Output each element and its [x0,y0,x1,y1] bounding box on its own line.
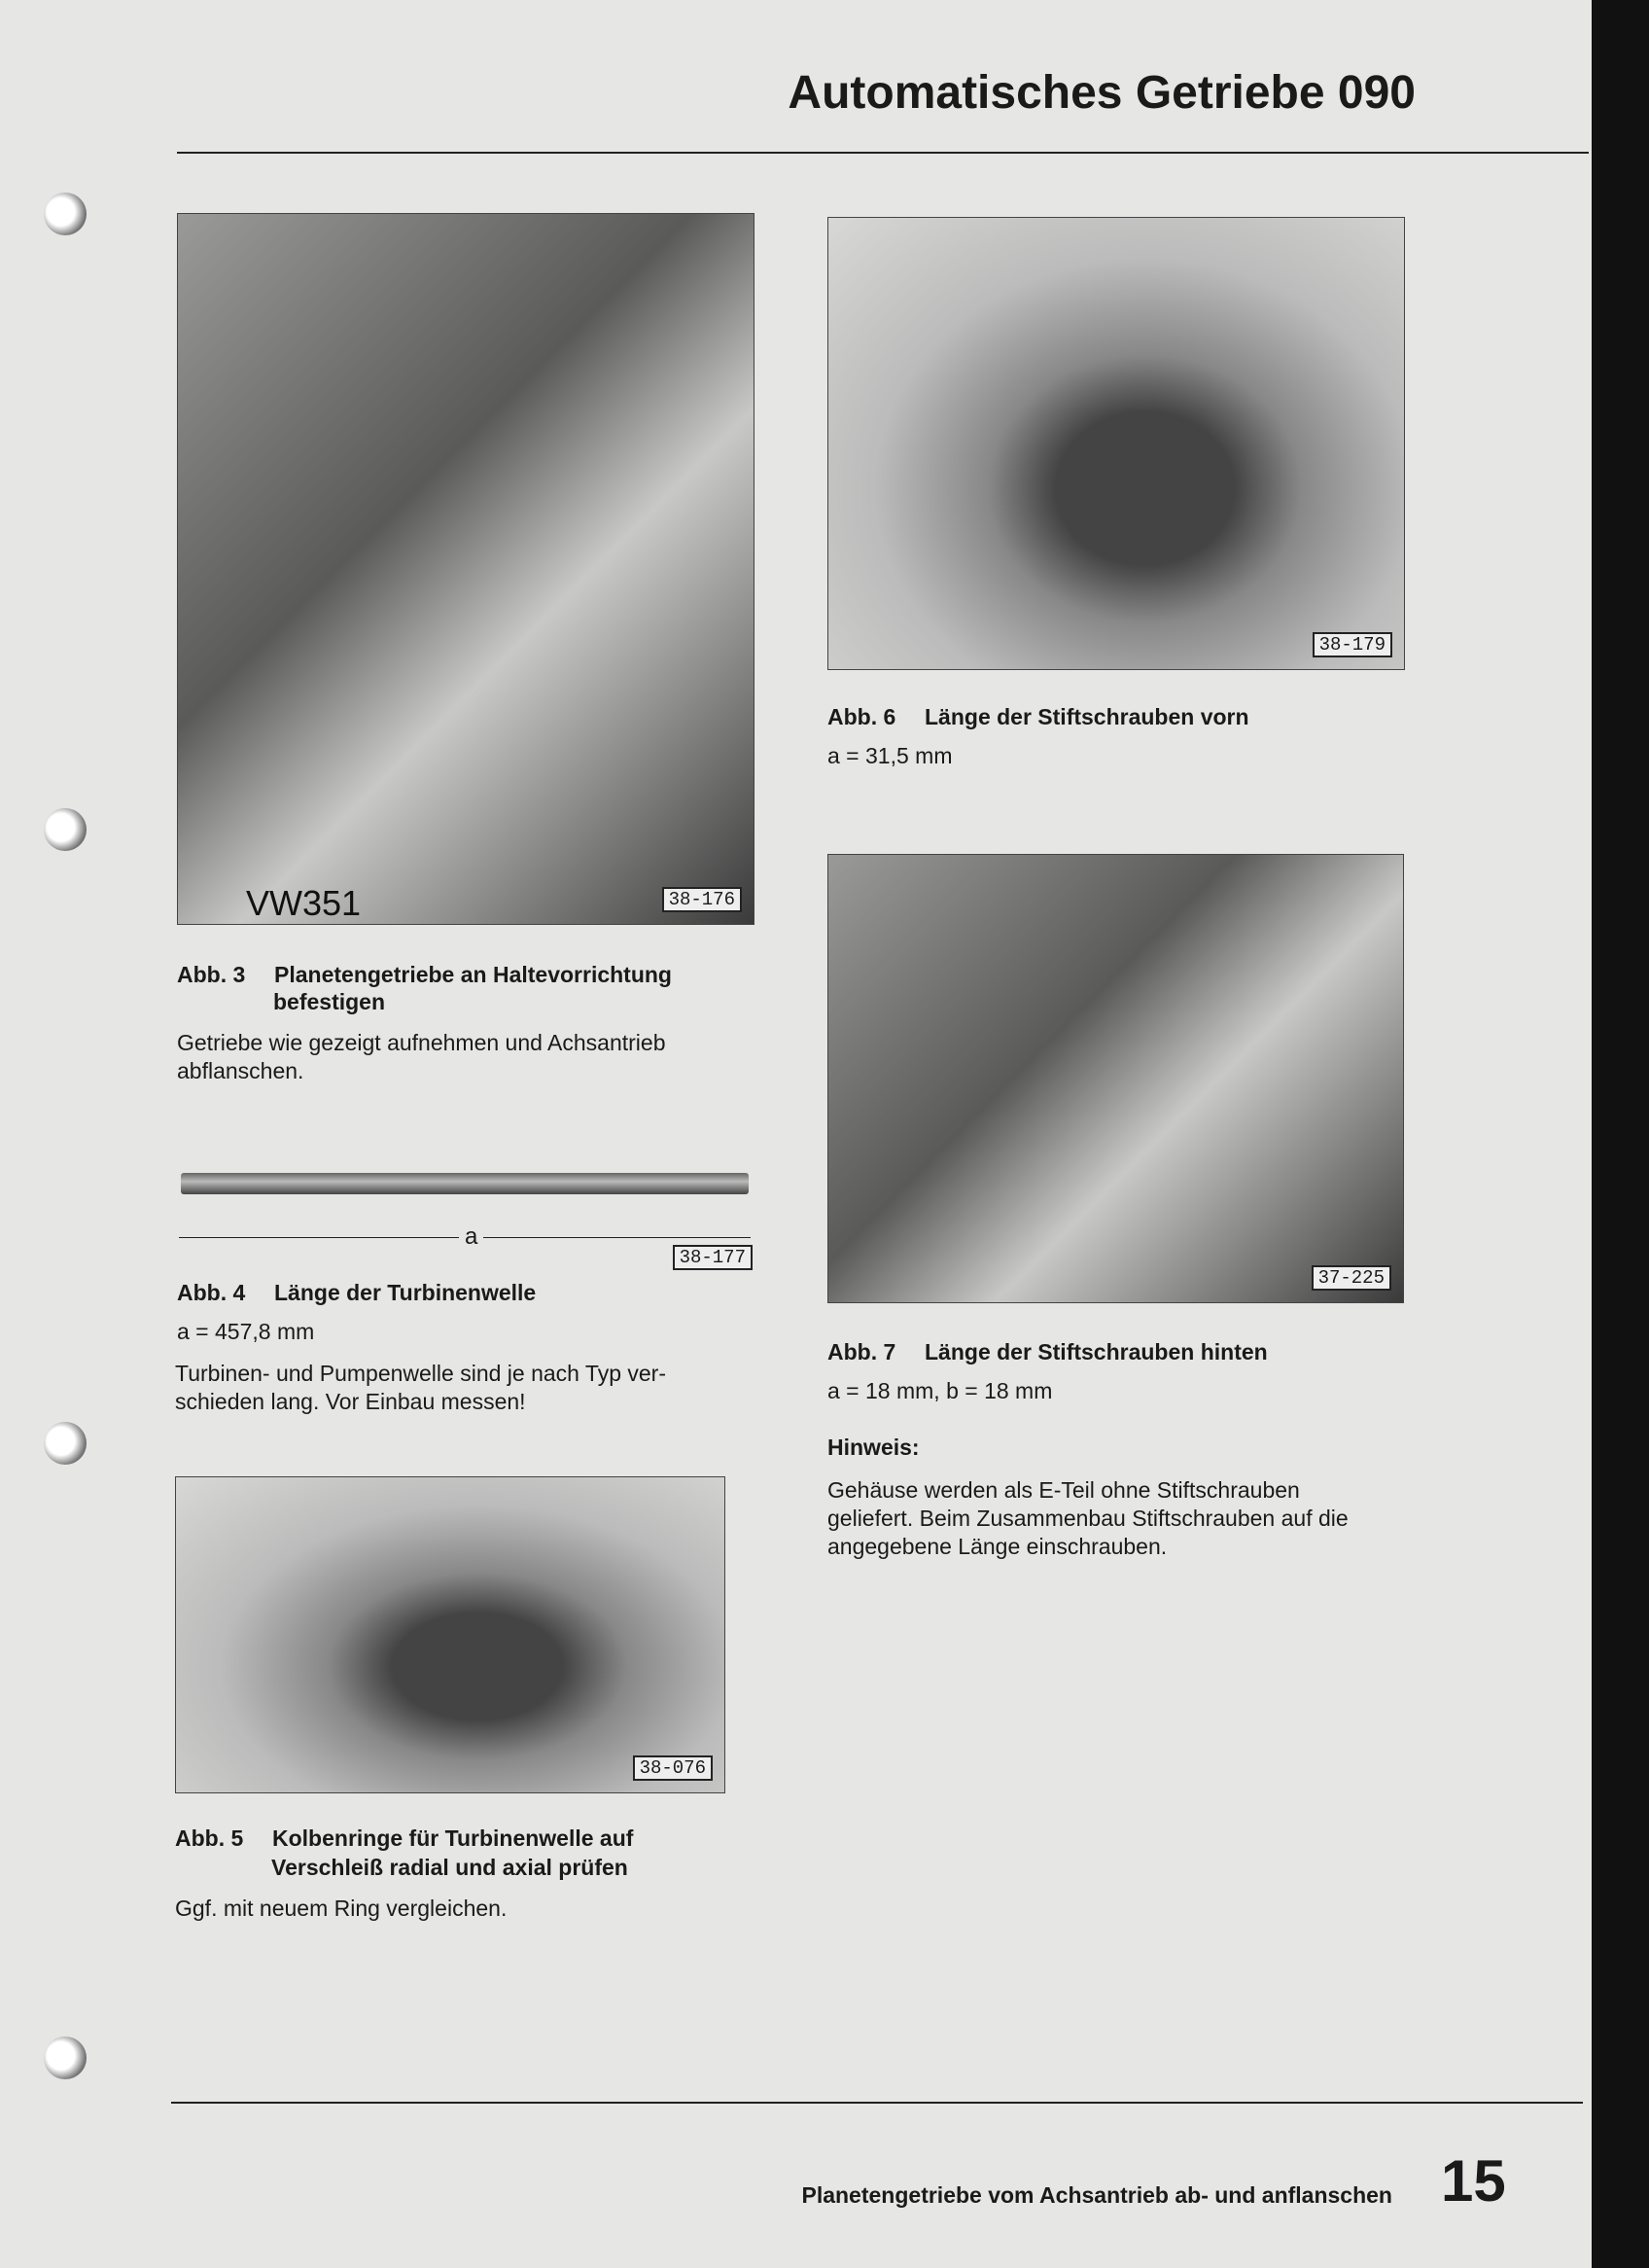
figure-label: 38-177 [673,1245,753,1270]
figure-3-caption-cont: befestigen [273,989,386,1014]
figure-6-value: a = 31,5 mm [827,743,953,768]
caption-number: Abb. 6 [827,704,896,729]
figure-4-value: a = 457,8 mm [177,1319,315,1344]
caption-title: Planetengetriebe an Haltevorrichtung [274,962,672,987]
figure-4-text: Turbinen- und Pumpenwelle sind je nach Typ ver- [175,1361,667,1386]
note-text: angegebene Länge einschrauben. [827,1534,1168,1559]
dimension-label: a [459,1223,483,1251]
figure-label: 37-225 [1312,1265,1391,1291]
punch-hole [44,193,87,235]
figure-3-caption [177,961,672,988]
tool-label: VW351 [246,883,362,923]
caption-title: Länge der Stiftschrauben hinten [925,1339,1268,1364]
scan-edge [1592,0,1649,2268]
figure-5-caption-cont: Verschleiß radial und axial prüfen [271,1855,628,1880]
caption-title: Kolbenringe für Turbinenwelle auf [272,1825,634,1851]
caption-number: Abb. 4 [177,1280,246,1305]
figure-6-image [827,217,1405,670]
note-text: Gehäuse werden als E-Teil ohne Stiftschrauben [827,1477,1300,1503]
caption-number: Abb. 5 [175,1825,244,1851]
figure-4-text: schieden lang. Vor Einbau messen! [175,1389,526,1414]
punch-hole [44,1422,87,1465]
figure-label: 38-176 [662,887,742,912]
figure-6-caption [827,703,1249,730]
figure-5-image [175,1476,725,1793]
caption-title: Länge der Stiftschrauben vorn [925,704,1249,729]
figure-4-shaft-drawing [177,1165,753,1268]
caption-title: Länge der Turbinenwelle [274,1280,537,1305]
page-number: 15 [1441,2148,1506,2214]
figure-3-image [177,213,754,925]
caption-number: Abb. 7 [827,1339,896,1364]
note-heading: Hinweis: [827,1435,920,1460]
figure-3-text: abflanschen. [177,1058,304,1083]
figure-7-value: a = 18 mm, b = 18 mm [827,1378,1053,1403]
figure-5-caption [175,1825,633,1852]
figure-label: 38-179 [1313,632,1392,657]
footer-section-title: Planetengetriebe vom Achsantrieb ab- und anflanschen [801,2182,1392,2208]
turbine-shaft [181,1173,749,1194]
figure-3-text: Getriebe wie gezeigt aufnehmen und Achsantrieb [177,1030,666,1055]
header-rule [177,152,1589,154]
figure-7-caption [827,1338,1268,1365]
caption-number: Abb. 3 [177,962,246,987]
figure-7-image [827,854,1404,1303]
page-title: Automatisches Getriebe 090 [788,67,1416,119]
figure-5-text: Ggf. mit neuem Ring vergleichen. [175,1896,508,1921]
punch-hole [44,808,87,851]
punch-hole [44,2037,87,2079]
footer-rule [171,2102,1583,2104]
figure-label: 38-076 [633,1755,713,1781]
figure-4-caption [177,1279,536,1306]
note-text: geliefert. Beim Zusammenbau Stiftschrauben auf die [827,1506,1349,1531]
